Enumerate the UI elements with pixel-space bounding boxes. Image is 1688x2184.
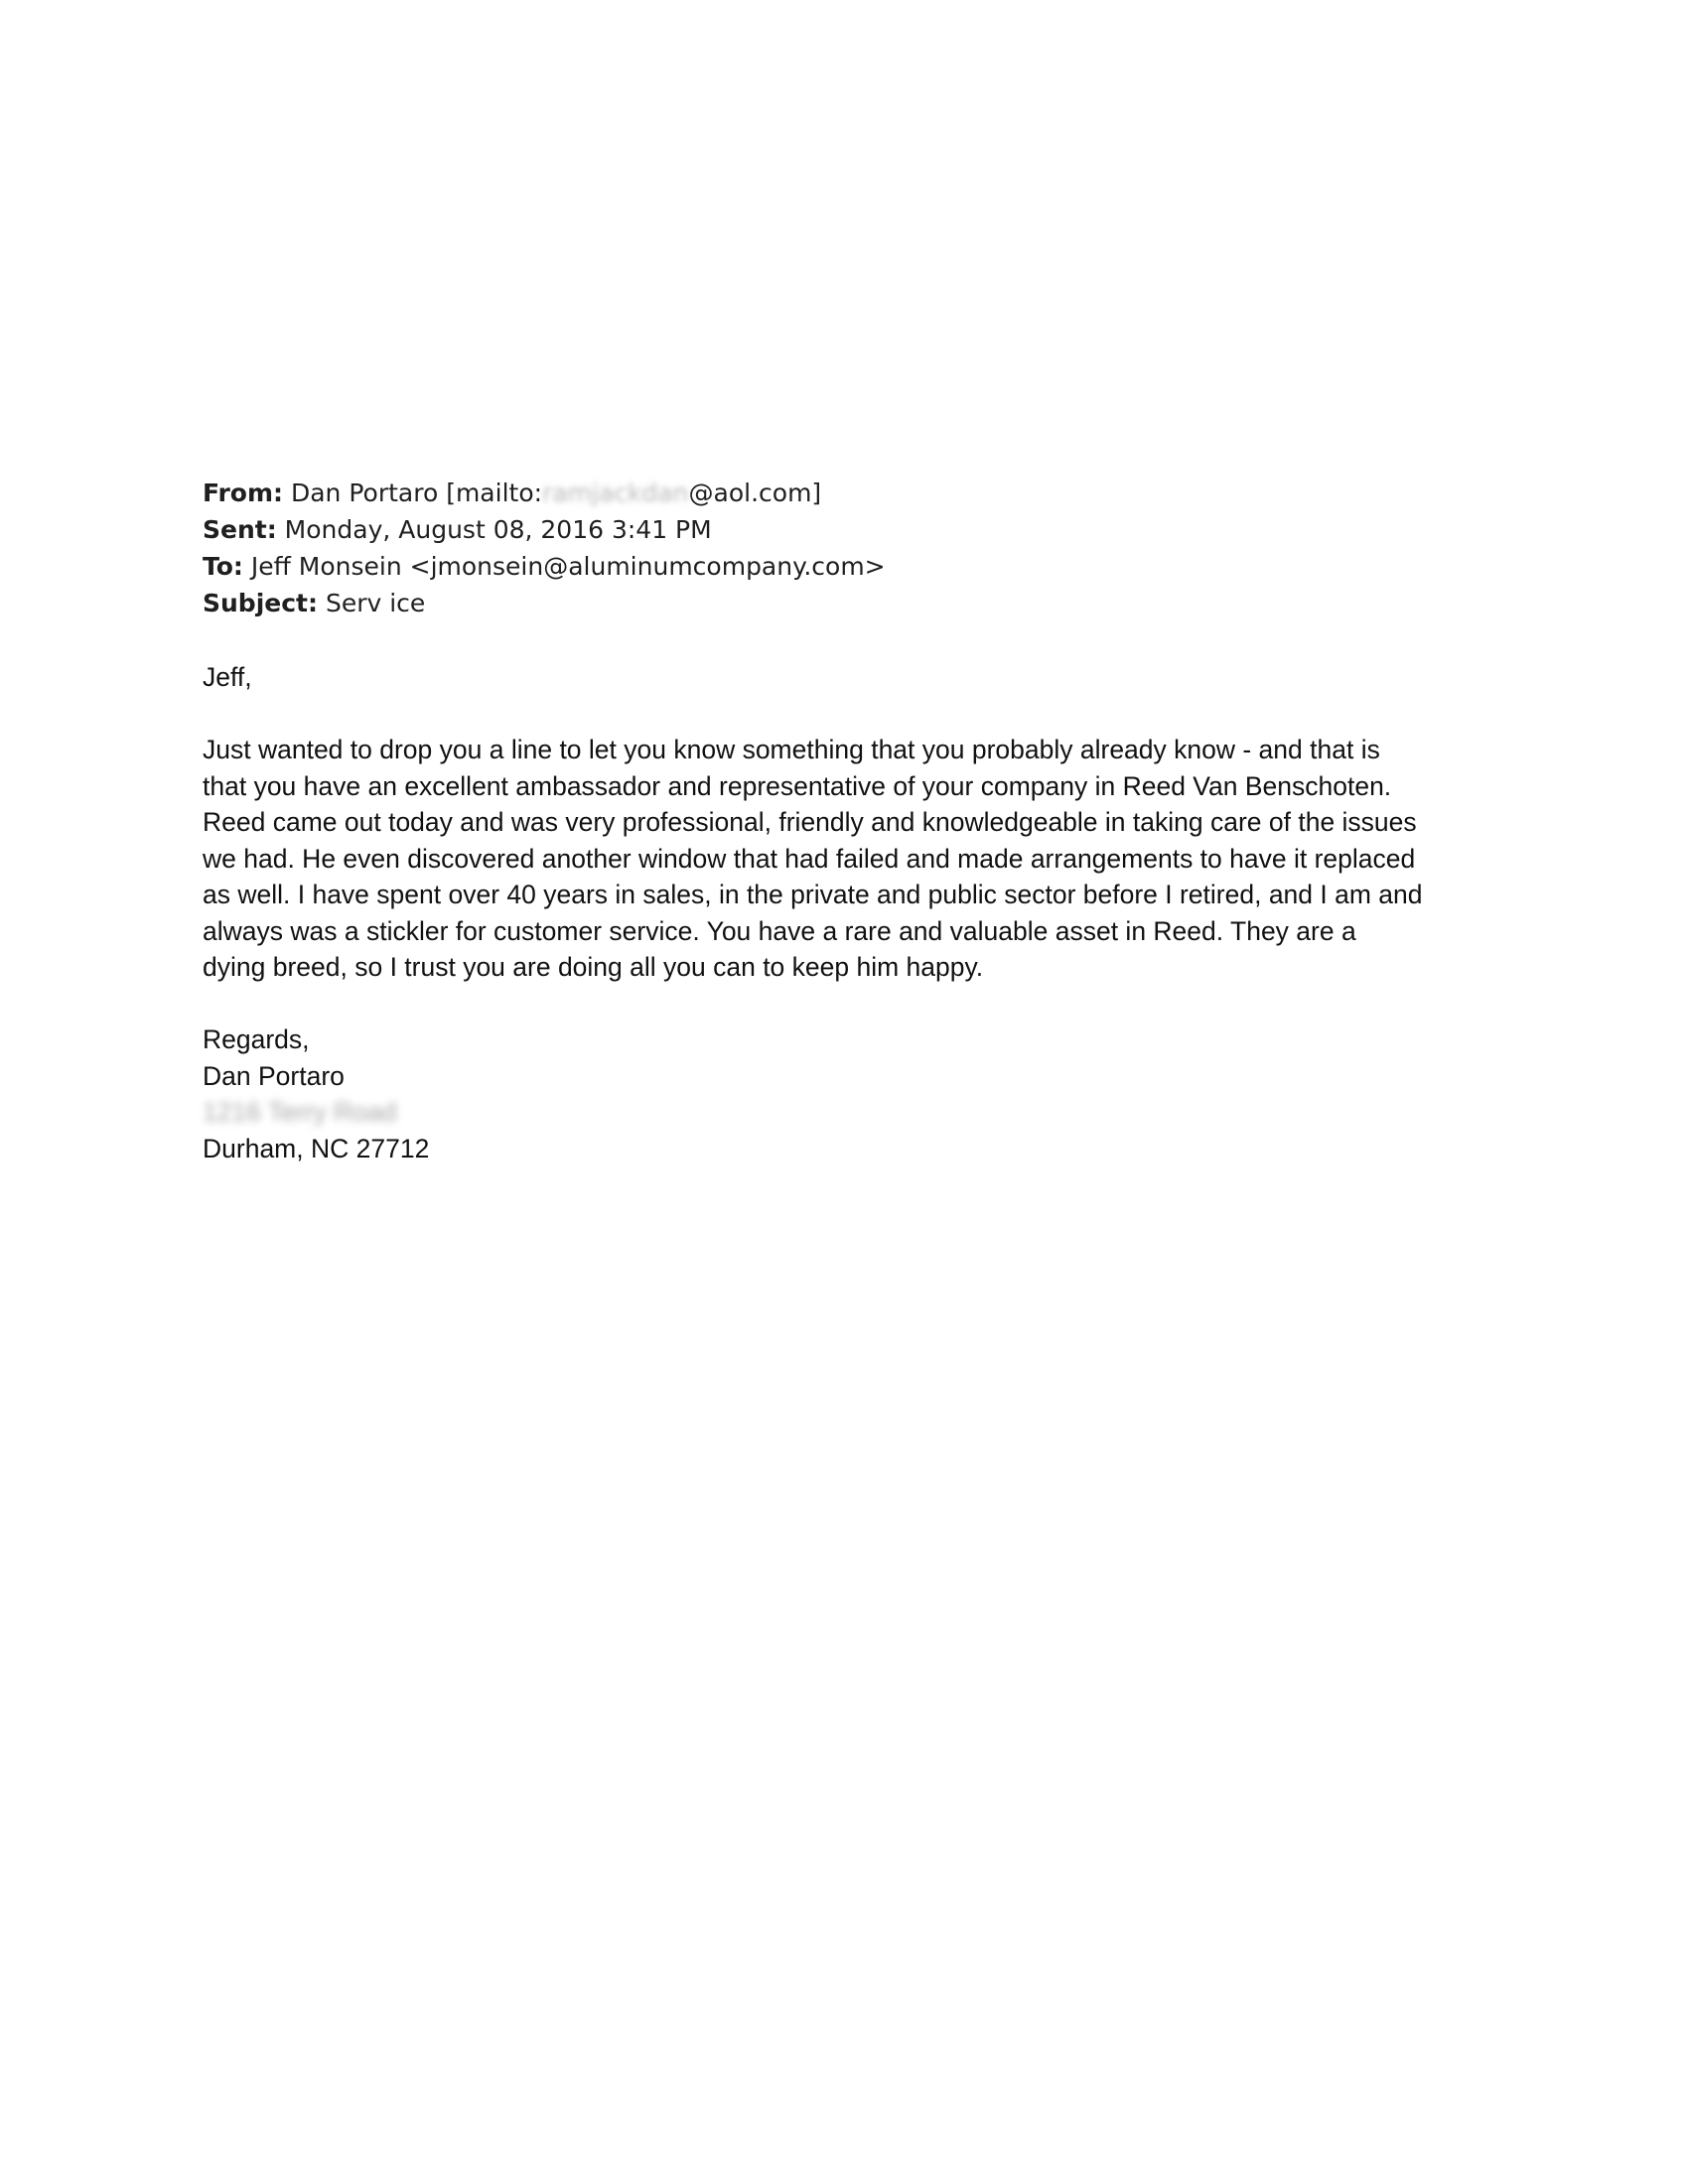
subject-line	[203, 585, 1454, 621]
sent-label: Sent:	[203, 515, 277, 544]
signature-closing: Regards,	[203, 1024, 310, 1054]
body-line: Just wanted to drop you a line to let you know something that you probably already know - and that is	[203, 735, 1380, 764]
from-name: Dan Portaro [mailto:	[290, 478, 543, 507]
to-line	[203, 548, 1454, 585]
email-body	[203, 659, 1454, 1166]
to-label: To:	[203, 552, 243, 581]
body-paragraph	[203, 732, 1454, 986]
to-value: Jeff Monsein <jmonsein@aluminumcompany.com>	[250, 552, 886, 581]
body-line: we had. He even discovered another window that had failed and made arrangements to have it replaced	[203, 843, 1416, 874]
from-label: From:	[203, 478, 284, 507]
greeting: Jeff,	[203, 662, 252, 692]
signature-city: Durham, NC 27712	[203, 1133, 430, 1163]
body-line: always was a stickler for customer service. You have a rare and valuable asset in Reed. They are a	[203, 915, 1356, 946]
body-line: that you have an excellent ambassador and representative of your company in Reed Van Benschoten.	[203, 770, 1392, 801]
sent-line	[203, 511, 1454, 548]
body-line: as well. I have spent over 40 years in sales, in the private and public sector before I retired, and I am and	[203, 880, 1423, 909]
body-line: Reed came out today and was very professional, friendly and knowledgeable in taking care of the issues	[203, 807, 1417, 837]
from-line	[203, 475, 1454, 511]
redacted-street-address: 1216 Terry Road	[203, 1097, 397, 1127]
subject-value: Serv ice	[325, 589, 426, 617]
redacted-email-user: ramjackdan	[542, 478, 689, 507]
subject-label: Subject:	[203, 589, 318, 617]
email-header	[203, 475, 1454, 621]
signature-name: Dan Portaro	[203, 1060, 345, 1091]
from-domain: @aol.com]	[688, 478, 822, 507]
sent-value: Monday, August 08, 2016 3:41 PM	[284, 515, 712, 544]
body-line: dying breed, so I trust you are doing all you can to keep him happy.	[203, 952, 984, 982]
signature-block	[203, 1022, 1454, 1166]
